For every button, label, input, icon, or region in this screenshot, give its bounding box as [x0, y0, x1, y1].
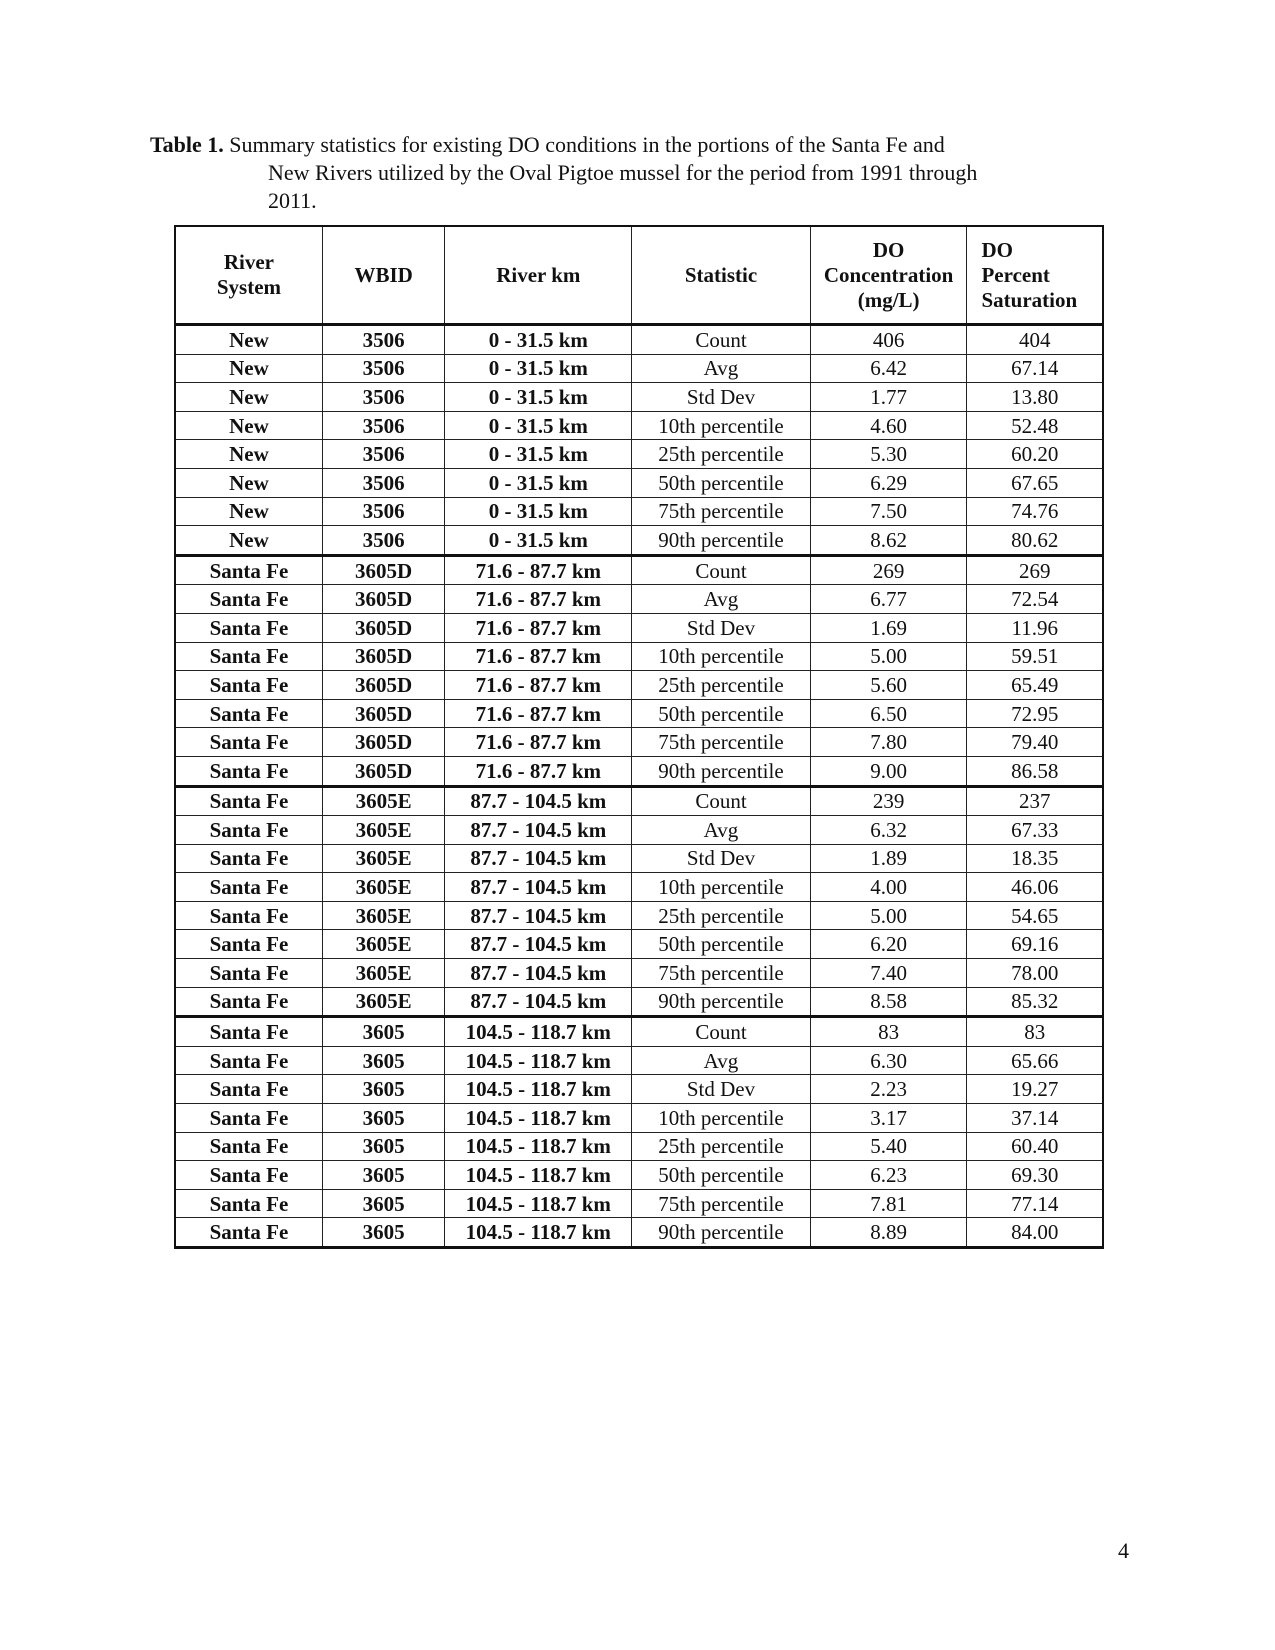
cell-wbid: 3605E: [322, 930, 444, 959]
cell-river-km: 71.6 - 87.7 km: [445, 585, 632, 614]
table-row: [175, 1046, 1103, 1075]
cell-do-percent-saturation: 13.80: [967, 383, 1103, 412]
cell-do-percent-saturation: 86.58: [967, 756, 1103, 786]
cell-do-percent-saturation: 404: [967, 325, 1103, 355]
table-row: [175, 1132, 1103, 1161]
cell-do-percent-saturation: 67.33: [967, 816, 1103, 845]
do-statistics-table: [174, 225, 1104, 1249]
cell-river-system: Santa Fe: [175, 642, 322, 671]
table-row: [175, 585, 1103, 614]
table-row: [175, 1218, 1103, 1248]
table-row: [175, 1189, 1103, 1218]
cell-river-system: Santa Fe: [175, 671, 322, 700]
table-row: [175, 699, 1103, 728]
cell-do-percent-saturation: 52.48: [967, 411, 1103, 440]
cell-do-concentration: 5.00: [810, 642, 967, 671]
cell-river-km: 71.6 - 87.7 km: [445, 613, 632, 642]
cell-do-concentration: 6.30: [810, 1046, 967, 1075]
cell-do-percent-saturation: 65.49: [967, 671, 1103, 700]
cell-do-concentration: 7.50: [810, 497, 967, 526]
cell-river-km: 104.5 - 118.7 km: [445, 1104, 632, 1133]
cell-statistic: 25th percentile: [632, 1132, 811, 1161]
cell-river-system: Santa Fe: [175, 1017, 322, 1047]
cell-statistic: 90th percentile: [632, 756, 811, 786]
cell-wbid: 3605D: [322, 613, 444, 642]
table-row: [175, 1075, 1103, 1104]
cell-do-concentration: 7.80: [810, 728, 967, 757]
cell-river-km: 104.5 - 118.7 km: [445, 1132, 632, 1161]
table-row: [175, 555, 1103, 585]
cell-statistic: Std Dev: [632, 383, 811, 412]
cell-wbid: 3605D: [322, 585, 444, 614]
cell-river-km: 71.6 - 87.7 km: [445, 699, 632, 728]
cell-wbid: 3605: [322, 1132, 444, 1161]
cell-river-system: New: [175, 468, 322, 497]
cell-do-percent-saturation: 67.14: [967, 354, 1103, 383]
cell-statistic: Count: [632, 1017, 811, 1047]
cell-river-system: Santa Fe: [175, 585, 322, 614]
cell-river-km: 87.7 - 104.5 km: [445, 816, 632, 845]
cell-river-km: 104.5 - 118.7 km: [445, 1218, 632, 1248]
cell-river-system: Santa Fe: [175, 844, 322, 873]
cell-river-km: 0 - 31.5 km: [445, 354, 632, 383]
cell-do-percent-saturation: 78.00: [967, 959, 1103, 988]
cell-wbid: 3605D: [322, 756, 444, 786]
cell-wbid: 3605: [322, 1104, 444, 1133]
cell-river-km: 87.7 - 104.5 km: [445, 786, 632, 816]
cell-do-percent-saturation: 54.65: [967, 901, 1103, 930]
cell-river-system: Santa Fe: [175, 1075, 322, 1104]
cell-river-km: 0 - 31.5 km: [445, 497, 632, 526]
cell-statistic: Avg: [632, 816, 811, 845]
cell-wbid: 3506: [322, 354, 444, 383]
cell-statistic: Count: [632, 555, 811, 585]
cell-statistic: Std Dev: [632, 613, 811, 642]
table-body: [175, 325, 1103, 1248]
table-header-row: [175, 226, 1103, 325]
cell-statistic: Avg: [632, 585, 811, 614]
cell-statistic: 10th percentile: [632, 873, 811, 902]
cell-river-km: 104.5 - 118.7 km: [445, 1161, 632, 1190]
cell-wbid: 3605: [322, 1161, 444, 1190]
cell-statistic: 50th percentile: [632, 468, 811, 497]
cell-river-system: Santa Fe: [175, 930, 322, 959]
cell-river-system: New: [175, 383, 322, 412]
cell-statistic: Count: [632, 786, 811, 816]
caption-line-1: [150, 131, 1085, 159]
table-row: [175, 756, 1103, 786]
cell-do-concentration: 2.23: [810, 1075, 967, 1104]
cell-wbid: 3506: [322, 383, 444, 412]
cell-river-system: New: [175, 497, 322, 526]
cell-river-km: 0 - 31.5 km: [445, 411, 632, 440]
cell-do-percent-saturation: 237: [967, 786, 1103, 816]
table-row: [175, 642, 1103, 671]
cell-river-system: New: [175, 354, 322, 383]
cell-river-km: 87.7 - 104.5 km: [445, 930, 632, 959]
cell-statistic: 25th percentile: [632, 440, 811, 469]
cell-river-system: Santa Fe: [175, 1189, 322, 1218]
cell-statistic: 10th percentile: [632, 1104, 811, 1133]
cell-river-km: 0 - 31.5 km: [445, 468, 632, 497]
cell-do-concentration: 8.58: [810, 987, 967, 1017]
caption-text-1: Summary statistics for existing DO conditions in the portions of the Santa Fe and: [229, 132, 945, 157]
cell-wbid: 3605E: [322, 873, 444, 902]
table-row: [175, 786, 1103, 816]
cell-do-percent-saturation: 69.16: [967, 930, 1103, 959]
cell-river-system: Santa Fe: [175, 959, 322, 988]
cell-statistic: 25th percentile: [632, 671, 811, 700]
cell-do-concentration: 83: [810, 1017, 967, 1047]
cell-statistic: 50th percentile: [632, 1161, 811, 1190]
cell-river-system: Santa Fe: [175, 1046, 322, 1075]
cell-do-concentration: 6.42: [810, 354, 967, 383]
cell-river-km: 0 - 31.5 km: [445, 526, 632, 556]
cell-wbid: 3605D: [322, 699, 444, 728]
cell-do-percent-saturation: 84.00: [967, 1218, 1103, 1248]
cell-river-km: 0 - 31.5 km: [445, 440, 632, 469]
cell-do-percent-saturation: 83: [967, 1017, 1103, 1047]
cell-river-km: 87.7 - 104.5 km: [445, 844, 632, 873]
cell-statistic: 75th percentile: [632, 1189, 811, 1218]
cell-river-km: 87.7 - 104.5 km: [445, 873, 632, 902]
cell-wbid: 3605: [322, 1017, 444, 1047]
cell-river-km: 104.5 - 118.7 km: [445, 1017, 632, 1047]
page-number: 4: [1118, 1538, 1129, 1563]
table-row: [175, 816, 1103, 845]
cell-wbid: 3605: [322, 1075, 444, 1104]
cell-do-concentration: 269: [810, 555, 967, 585]
cell-do-concentration: 6.50: [810, 699, 967, 728]
table-row: [175, 1104, 1103, 1133]
table-row: [175, 411, 1103, 440]
cell-wbid: 3506: [322, 440, 444, 469]
table-row: [175, 987, 1103, 1017]
cell-river-km: 87.7 - 104.5 km: [445, 987, 632, 1017]
cell-river-system: Santa Fe: [175, 1104, 322, 1133]
cell-river-system: Santa Fe: [175, 699, 322, 728]
table-row: [175, 354, 1103, 383]
cell-statistic: 90th percentile: [632, 1218, 811, 1248]
table-row: [175, 526, 1103, 556]
cell-river-system: Santa Fe: [175, 555, 322, 585]
cell-wbid: 3605E: [322, 959, 444, 988]
cell-wbid: 3605E: [322, 844, 444, 873]
table-row: [175, 671, 1103, 700]
cell-river-system: New: [175, 526, 322, 556]
cell-do-concentration: 6.29: [810, 468, 967, 497]
cell-do-percent-saturation: 72.54: [967, 585, 1103, 614]
cell-statistic: 90th percentile: [632, 526, 811, 556]
cell-wbid: 3605E: [322, 816, 444, 845]
cell-river-km: 104.5 - 118.7 km: [445, 1075, 632, 1104]
table-row: [175, 959, 1103, 988]
cell-do-percent-saturation: 59.51: [967, 642, 1103, 671]
cell-do-concentration: 3.17: [810, 1104, 967, 1133]
cell-river-system: Santa Fe: [175, 1161, 322, 1190]
cell-do-percent-saturation: 60.40: [967, 1132, 1103, 1161]
header-do-concentration: DO Concentration (mg/L): [810, 226, 967, 325]
cell-wbid: 3506: [322, 411, 444, 440]
caption-label: Table 1.: [150, 132, 224, 157]
caption-line-3: 2011.: [268, 188, 317, 213]
cell-do-percent-saturation: 74.76: [967, 497, 1103, 526]
table-row: [175, 844, 1103, 873]
cell-wbid: 3605D: [322, 555, 444, 585]
cell-do-concentration: 239: [810, 786, 967, 816]
cell-river-system: New: [175, 440, 322, 469]
cell-river-km: 71.6 - 87.7 km: [445, 642, 632, 671]
cell-do-concentration: 4.00: [810, 873, 967, 902]
cell-statistic: 10th percentile: [632, 411, 811, 440]
cell-wbid: 3605D: [322, 642, 444, 671]
cell-wbid: 3506: [322, 468, 444, 497]
cell-river-system: Santa Fe: [175, 728, 322, 757]
cell-statistic: Std Dev: [632, 844, 811, 873]
cell-river-km: 71.6 - 87.7 km: [445, 756, 632, 786]
cell-river-system: Santa Fe: [175, 816, 322, 845]
cell-do-percent-saturation: 72.95: [967, 699, 1103, 728]
cell-river-km: 104.5 - 118.7 km: [445, 1189, 632, 1218]
cell-do-percent-saturation: 77.14: [967, 1189, 1103, 1218]
cell-statistic: 75th percentile: [632, 728, 811, 757]
cell-wbid: 3506: [322, 526, 444, 556]
cell-do-concentration: 9.00: [810, 756, 967, 786]
cell-wbid: 3605E: [322, 786, 444, 816]
cell-river-km: 71.6 - 87.7 km: [445, 728, 632, 757]
table-row: [175, 497, 1103, 526]
cell-do-concentration: 8.62: [810, 526, 967, 556]
cell-river-system: Santa Fe: [175, 901, 322, 930]
caption-line-2: New Rivers utilized by the Oval Pigtoe mussel for the period from 1991 through: [268, 160, 978, 185]
cell-river-km: 87.7 - 104.5 km: [445, 959, 632, 988]
header-wbid: WBID: [322, 226, 444, 325]
cell-do-concentration: 5.40: [810, 1132, 967, 1161]
header-river-km: River km: [445, 226, 632, 325]
cell-river-system: Santa Fe: [175, 1132, 322, 1161]
cell-wbid: 3605E: [322, 987, 444, 1017]
cell-do-percent-saturation: 80.62: [967, 526, 1103, 556]
cell-statistic: 10th percentile: [632, 642, 811, 671]
cell-river-system: New: [175, 411, 322, 440]
cell-statistic: Std Dev: [632, 1075, 811, 1104]
cell-do-percent-saturation: 79.40: [967, 728, 1103, 757]
cell-river-km: 0 - 31.5 km: [445, 383, 632, 412]
cell-wbid: 3605: [322, 1218, 444, 1248]
header-do-percent-saturation: DO Percent Saturation: [967, 226, 1103, 325]
cell-river-km: 104.5 - 118.7 km: [445, 1046, 632, 1075]
table-row: [175, 1017, 1103, 1047]
cell-do-concentration: 406: [810, 325, 967, 355]
cell-do-concentration: 7.40: [810, 959, 967, 988]
cell-statistic: 50th percentile: [632, 930, 811, 959]
cell-wbid: 3506: [322, 325, 444, 355]
cell-river-system: Santa Fe: [175, 987, 322, 1017]
cell-river-system: Santa Fe: [175, 613, 322, 642]
table-row: [175, 873, 1103, 902]
cell-do-concentration: 4.60: [810, 411, 967, 440]
header-river-system: River System: [175, 226, 322, 325]
cell-river-system: Santa Fe: [175, 1218, 322, 1248]
table-row: [175, 901, 1103, 930]
cell-wbid: 3605D: [322, 671, 444, 700]
cell-wbid: 3605E: [322, 901, 444, 930]
cell-do-concentration: 6.77: [810, 585, 967, 614]
cell-river-km: 0 - 31.5 km: [445, 325, 632, 355]
cell-river-system: Santa Fe: [175, 756, 322, 786]
table-row: [175, 383, 1103, 412]
table-caption: [150, 131, 1085, 215]
cell-do-concentration: 1.89: [810, 844, 967, 873]
table-row: [175, 1161, 1103, 1190]
cell-river-km: 87.7 - 104.5 km: [445, 901, 632, 930]
cell-do-percent-saturation: 19.27: [967, 1075, 1103, 1104]
cell-statistic: 75th percentile: [632, 497, 811, 526]
cell-wbid: 3605: [322, 1189, 444, 1218]
cell-wbid: 3605: [322, 1046, 444, 1075]
cell-statistic: 90th percentile: [632, 987, 811, 1017]
table-row: [175, 325, 1103, 355]
cell-do-concentration: 1.77: [810, 383, 967, 412]
cell-do-percent-saturation: 37.14: [967, 1104, 1103, 1133]
cell-river-km: 71.6 - 87.7 km: [445, 671, 632, 700]
table-row: [175, 468, 1103, 497]
cell-wbid: 3605D: [322, 728, 444, 757]
cell-do-percent-saturation: 67.65: [967, 468, 1103, 497]
cell-do-percent-saturation: 18.35: [967, 844, 1103, 873]
cell-do-percent-saturation: 65.66: [967, 1046, 1103, 1075]
cell-statistic: 25th percentile: [632, 901, 811, 930]
cell-do-concentration: 1.69: [810, 613, 967, 642]
table-row: [175, 930, 1103, 959]
table-row: [175, 613, 1103, 642]
cell-do-concentration: 5.30: [810, 440, 967, 469]
cell-do-concentration: 7.81: [810, 1189, 967, 1218]
cell-do-percent-saturation: 11.96: [967, 613, 1103, 642]
cell-do-concentration: 5.60: [810, 671, 967, 700]
cell-do-percent-saturation: 60.20: [967, 440, 1103, 469]
cell-statistic: Count: [632, 325, 811, 355]
cell-statistic: 50th percentile: [632, 699, 811, 728]
cell-river-system: Santa Fe: [175, 786, 322, 816]
cell-do-percent-saturation: 269: [967, 555, 1103, 585]
header-statistic: Statistic: [632, 226, 811, 325]
cell-river-system: New: [175, 325, 322, 355]
table-row: [175, 728, 1103, 757]
cell-statistic: Avg: [632, 354, 811, 383]
cell-do-percent-saturation: 69.30: [967, 1161, 1103, 1190]
cell-statistic: Avg: [632, 1046, 811, 1075]
cell-statistic: 75th percentile: [632, 959, 811, 988]
cell-do-concentration: 6.20: [810, 930, 967, 959]
cell-wbid: 3506: [322, 497, 444, 526]
cell-do-concentration: 6.32: [810, 816, 967, 845]
cell-river-km: 71.6 - 87.7 km: [445, 555, 632, 585]
cell-do-percent-saturation: 46.06: [967, 873, 1103, 902]
cell-do-concentration: 5.00: [810, 901, 967, 930]
cell-do-concentration: 6.23: [810, 1161, 967, 1190]
cell-river-system: Santa Fe: [175, 873, 322, 902]
cell-do-concentration: 8.89: [810, 1218, 967, 1248]
cell-do-percent-saturation: 85.32: [967, 987, 1103, 1017]
table-row: [175, 440, 1103, 469]
